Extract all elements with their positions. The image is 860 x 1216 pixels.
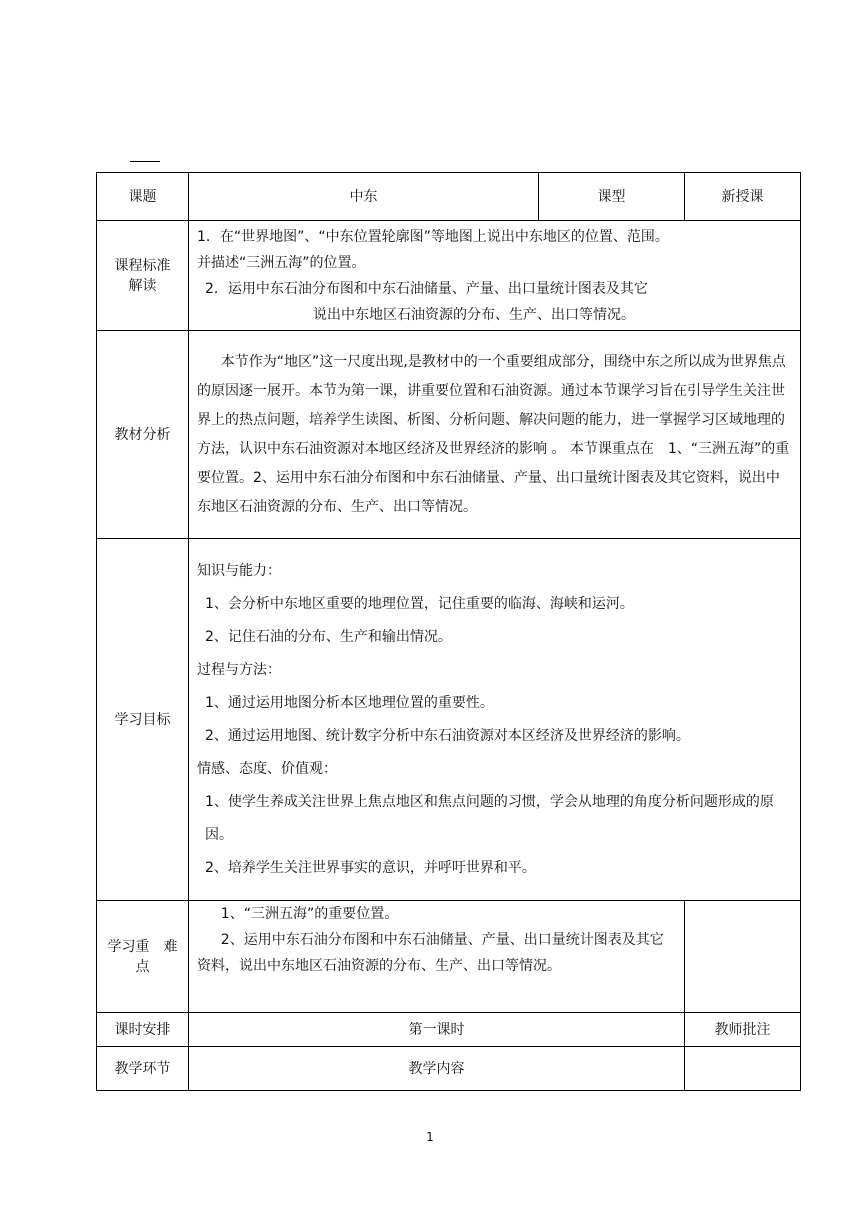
schedule-value: 第一课时 bbox=[189, 1013, 685, 1047]
goal-knowledge-1: 1、会分析中东地区重要的地理位置，记住重要的临海、海峡和运河。 bbox=[205, 595, 634, 612]
row-learning-goals bbox=[97, 539, 801, 901]
textbook-analysis-text: 本节作为“地区”这一尺度出现,是教材中的一个重要组成部分，围绕中东之所以成为世界焦点的原因逐一展开。本节为第一课，讲重要位置和石油资源。通过本节课学习旨在引导学生关注世界上的热点问题，培养学生读图、析图、分析问题、解决问题的能力，进一掌握学习区域地理的方法，认识中东石油资源对本地区经济及世界经济的影响 。 本节课重点在 1、“三洲五海”的重要位置。2、运用中东石油分布图和中东石油储量、产量、出口量统计图表及其它资料，说出中东地区石油资源的分布、生产、出口等情况。 bbox=[197, 353, 790, 515]
row-schedule bbox=[97, 1013, 801, 1047]
key-point-2: 2、运用中东石油分布图和中东石油储量、产量、出口量统计图表及其它资料，说出中东地区石油资源的分布、生产、出口等情况。 bbox=[197, 932, 664, 974]
lesson-type-value: 新授课 bbox=[685, 173, 801, 221]
goal-knowledge-2: 2、记住石油的分布、生产和输出情况。 bbox=[205, 628, 452, 645]
row-curriculum-standard bbox=[97, 221, 801, 331]
topic-value: 中东 bbox=[189, 173, 539, 221]
learning-goals-content bbox=[189, 539, 801, 901]
row-teaching-stage bbox=[97, 1047, 801, 1091]
curriculum-standard-label: 课程标准解读 bbox=[97, 221, 189, 331]
row-textbook-analysis bbox=[97, 331, 801, 539]
goal-process-2: 2、通过运用地图、统计数字分析中东石油资源对本区经济及世界经济的影响。 bbox=[205, 727, 690, 744]
standard-line-1: 1．在“世界地图”、“中东位置轮廓图”等地图上说出中东地区的位置、范围。 bbox=[197, 228, 669, 245]
schedule-label: 课时安排 bbox=[97, 1013, 189, 1047]
lesson-type-label: 课型 bbox=[539, 173, 685, 221]
key-points-label: 学习重 难 点 bbox=[97, 901, 189, 1013]
textbook-analysis-content bbox=[189, 331, 801, 539]
standard-line-3: 2．运用中东石油分布图和中东石油储量、产量、出口量统计图表及其它 bbox=[205, 280, 648, 297]
goal-attitude-1: 1、使学生养成关注世界上焦点地区和焦点问题的习惯，学会从地理的角度分析问题形成的原因。 bbox=[205, 793, 774, 843]
teacher-notes-label: 教师批注 bbox=[685, 1013, 801, 1047]
header-rule bbox=[130, 161, 160, 162]
key-points-notes bbox=[685, 901, 801, 1013]
textbook-analysis-label: 教材分析 bbox=[97, 331, 189, 539]
topic-label: 课题 bbox=[97, 173, 189, 221]
page-number: 1 bbox=[426, 1130, 434, 1144]
row-key-difficult-points bbox=[97, 901, 801, 1013]
row-topic bbox=[97, 173, 801, 221]
teaching-content-label: 教学内容 bbox=[189, 1047, 685, 1091]
standard-line-2: 并描述“三洲五海”的位置。 bbox=[197, 254, 366, 271]
standard-line-4: 说出中东地区石油资源的分布、生产、出口等情况。 bbox=[313, 306, 635, 323]
goal-attitude-2: 2、培养学生关注世界事实的意识，并呼吁世界和平。 bbox=[205, 859, 536, 876]
teaching-notes-cell bbox=[685, 1047, 801, 1091]
goals-heading-knowledge: 知识与能力： bbox=[197, 562, 281, 579]
teaching-stage-label: 教学环节 bbox=[97, 1047, 189, 1091]
key-point-1: 1、“三洲五海”的重要位置。 bbox=[220, 906, 399, 922]
goal-process-1: 1、通过运用地图分析本区地理位置的重要性。 bbox=[205, 694, 494, 711]
lesson-plan-table bbox=[96, 172, 801, 1091]
learning-goals-label: 学习目标 bbox=[97, 539, 189, 901]
goals-heading-attitude: 情感、态度、价值观： bbox=[197, 760, 337, 777]
key-points-content bbox=[189, 901, 685, 1013]
goals-heading-process: 过程与方法： bbox=[197, 661, 281, 678]
curriculum-standard-content bbox=[189, 221, 801, 331]
